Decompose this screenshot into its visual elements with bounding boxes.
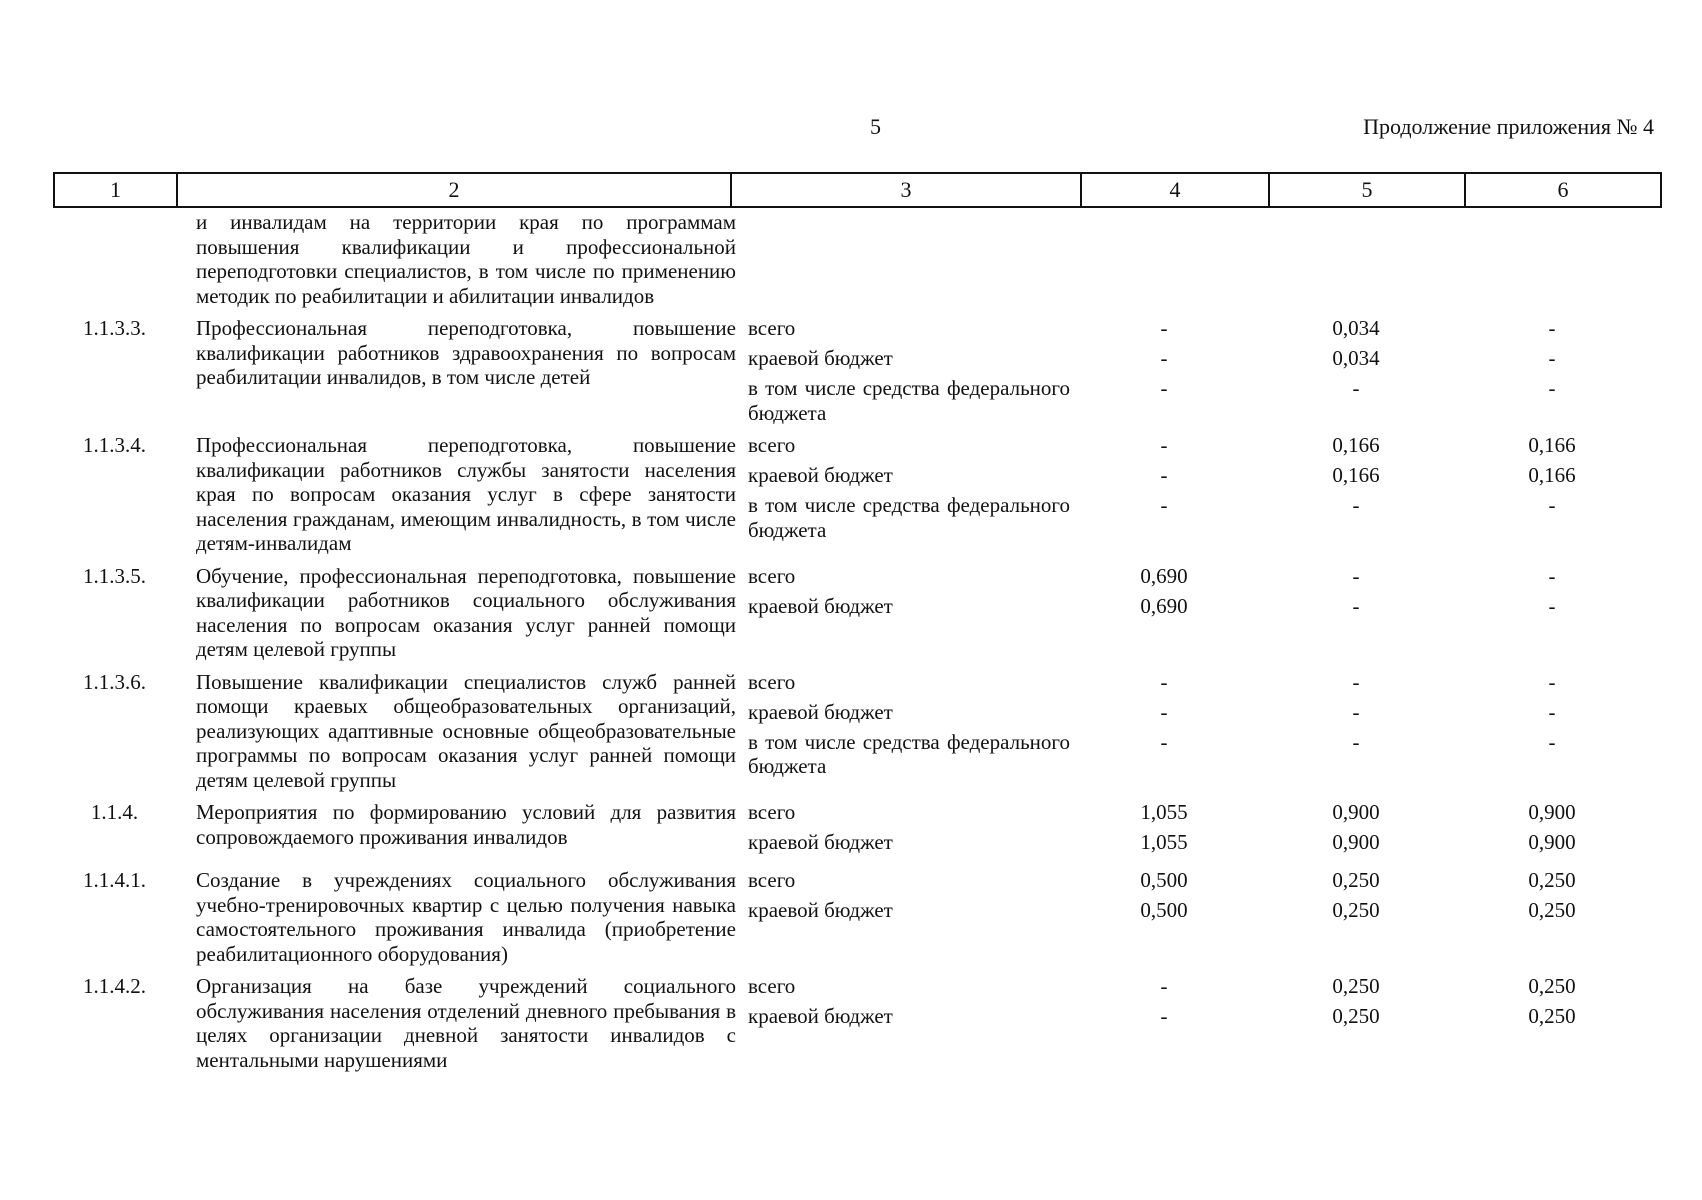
value-col-5: 0,250 <box>1332 1004 1380 1028</box>
table-row <box>53 564 1660 662</box>
funding-lines <box>748 564 1660 662</box>
value-col-5: - <box>1352 669 1360 694</box>
value-col-6: - <box>1548 563 1556 588</box>
table-body <box>53 210 1660 1080</box>
value-col-4: 0,690 <box>1140 563 1188 588</box>
funding-source: краевой бюджет <box>748 830 893 854</box>
value-col-5: 0,166 <box>1332 433 1380 457</box>
value-col-4: - <box>1160 433 1168 457</box>
value-col-5: 0,250 <box>1332 974 1380 998</box>
funding-line <box>748 346 1660 376</box>
funding-source: краевой бюджет <box>748 463 893 487</box>
value-col-5: 0,900 <box>1332 830 1380 854</box>
value-col-6: - <box>1548 593 1556 618</box>
funding-source: всего <box>748 433 796 457</box>
funding-source: краевой бюджет <box>748 699 893 724</box>
row-activity-name: и инвалидам на территории края по программам повышения квалификации и профессиональной переподготовки специалистов, в том числе по применению методик по реабилитации и абилитации инвалидов <box>196 210 736 308</box>
funding-line <box>748 594 1660 624</box>
row-activity-name: Повышение квалификации специалистов служб ранней помощи краевых общеобразовательных организаций, реализующих адаптивные основные общеобразовательные программы по вопросам оказания услуг ранней помощи детям целевой группы <box>196 669 736 792</box>
funding-lines <box>748 670 1660 793</box>
funding-line <box>748 700 1660 730</box>
row-number: 1.1.3.5. <box>83 563 146 588</box>
value-col-6: 0,250 <box>1528 898 1576 922</box>
funding-line <box>748 493 1660 542</box>
appendix-label: Продолжение приложения № 4 <box>1363 114 1654 139</box>
funding-source: в том числе средства федерального бюджета <box>748 376 1070 425</box>
value-col-4: - <box>1160 729 1168 754</box>
funding-line <box>748 463 1660 493</box>
column-header-2: 2 <box>177 173 731 207</box>
table-row <box>53 800 1660 860</box>
value-col-5: 0,034 <box>1332 346 1380 370</box>
value-col-4: - <box>1160 463 1168 487</box>
funding-lines <box>748 974 1660 1072</box>
funding-source: всего <box>748 868 796 892</box>
page-number: 5 <box>870 114 881 139</box>
value-col-4: - <box>1160 346 1168 370</box>
value-col-5: - <box>1352 493 1360 517</box>
value-col-4: 1,055 <box>1140 800 1188 824</box>
row-number: 1.1.4. <box>90 800 139 824</box>
row-activity-name: Создание в учреждениях социального обслуживания учебно-тренировочных квартир с целью получения навыка самостоятельного проживания инвалида (приобретение реабилитационного оборудования) <box>196 868 736 966</box>
funding-source: всего <box>748 800 796 824</box>
value-col-6: - <box>1548 699 1556 724</box>
funding-source: в том числе средства федерального бюджета <box>748 493 1070 542</box>
funding-lines <box>748 868 1660 966</box>
value-col-6: - <box>1548 493 1556 517</box>
row-number: 1.1.3.4. <box>83 433 146 457</box>
funding-line <box>748 974 1660 1004</box>
value-col-5: 0,900 <box>1332 800 1380 824</box>
row-number: 1.1.4.2. <box>83 974 146 998</box>
value-col-4: - <box>1160 316 1168 340</box>
funding-source: всего <box>748 563 796 588</box>
row-activity-name: Профессиональная переподготовка, повышение квалификации работников службы занятости населения края по вопросам оказания услуг в сфере занятости населения гражданам, имеющим инвалидность, в том числе детям-инвалидам <box>196 433 736 555</box>
row-activity-name: Мероприятия по формированию условий для развития сопровождаемого проживания инвалидов <box>196 800 736 849</box>
funding-line <box>748 564 1660 594</box>
value-col-4: - <box>1160 669 1168 694</box>
value-col-4: - <box>1160 974 1168 998</box>
column-header-1: 1 <box>54 173 177 207</box>
row-number: 1.1.3.3. <box>83 316 146 340</box>
value-col-6: 0,250 <box>1528 974 1576 998</box>
value-col-6: - <box>1548 346 1556 370</box>
table-row <box>53 974 1660 1072</box>
value-col-5: - <box>1352 593 1360 618</box>
funding-source: всего <box>748 316 796 340</box>
value-col-4: 0,500 <box>1140 898 1188 922</box>
value-col-6: 0,166 <box>1528 463 1576 487</box>
funding-lines <box>748 316 1660 425</box>
value-col-6: 0,250 <box>1528 1004 1576 1028</box>
value-col-5: - <box>1352 729 1360 754</box>
column-header-5: 5 <box>1269 173 1465 207</box>
value-col-4: 0,690 <box>1140 593 1188 618</box>
funding-line <box>748 316 1660 346</box>
funding-lines <box>748 800 1660 860</box>
funding-line <box>748 670 1660 700</box>
funding-lines <box>748 433 1660 556</box>
funding-line <box>748 730 1660 779</box>
column-header-6: 6 <box>1465 173 1661 207</box>
table-row <box>53 670 1660 793</box>
funding-lines <box>748 210 1660 308</box>
value-col-6: 0,900 <box>1528 800 1576 824</box>
value-col-6: 0,250 <box>1528 868 1576 892</box>
funding-line <box>748 868 1660 898</box>
column-number-header <box>53 172 1662 208</box>
funding-line <box>748 830 1660 860</box>
row-number <box>53 210 176 308</box>
value-col-4: 0,500 <box>1140 868 1188 892</box>
value-col-4: - <box>1160 376 1168 400</box>
value-col-5: - <box>1352 563 1360 588</box>
value-col-6: 0,166 <box>1528 433 1576 457</box>
funding-source: в том числе средства федерального бюджета <box>748 729 1070 778</box>
value-col-6: - <box>1548 669 1556 694</box>
table-row <box>53 433 1660 556</box>
column-header-3: 3 <box>731 173 1081 207</box>
column-header-4: 4 <box>1081 173 1269 207</box>
table-row <box>53 868 1660 966</box>
value-col-5: - <box>1352 376 1360 400</box>
value-col-5: - <box>1352 699 1360 724</box>
funding-source: всего <box>748 669 796 694</box>
funding-line <box>748 1004 1660 1034</box>
row-activity-name: Организация на базе учреждений социального обслуживания населения отделений дневного пребывания в целях организации дневной занятости инвалидов с ментальными нарушениями <box>196 974 736 1072</box>
row-number: 1.1.4.1. <box>83 868 146 892</box>
funding-source: краевой бюджет <box>748 593 893 618</box>
funding-line <box>748 376 1660 425</box>
funding-source: краевой бюджет <box>748 898 893 922</box>
value-col-5: 0,250 <box>1332 868 1380 892</box>
value-col-6: - <box>1548 316 1556 340</box>
table-row <box>53 210 1660 308</box>
value-col-6: - <box>1548 729 1556 754</box>
value-col-4: - <box>1160 699 1168 724</box>
value-col-4: 1,055 <box>1140 830 1188 854</box>
row-activity-name: Обучение, профессиональная переподготовка, повышение квалификации работников социального обслуживания населения по вопросам оказания услуг ранней помощи детям целевой группы <box>196 563 736 661</box>
funding-source: краевой бюджет <box>748 1004 893 1028</box>
table-row <box>53 316 1660 425</box>
value-col-6: 0,900 <box>1528 830 1576 854</box>
value-col-4: - <box>1160 493 1168 517</box>
funding-line <box>748 898 1660 928</box>
funding-line <box>748 800 1660 830</box>
value-col-5: 0,250 <box>1332 898 1380 922</box>
value-col-4: - <box>1160 1004 1168 1028</box>
value-col-5: 0,166 <box>1332 463 1380 487</box>
row-activity-name: Профессиональная переподготовка, повышение квалификации работников здравоохранения по вопросам реабилитации инвалидов, в том числе детей <box>196 316 736 389</box>
value-col-5: 0,034 <box>1332 316 1380 340</box>
funding-line <box>748 433 1660 463</box>
funding-source: всего <box>748 974 796 998</box>
funding-source: краевой бюджет <box>748 346 893 370</box>
value-col-6: - <box>1548 376 1556 400</box>
row-number: 1.1.3.6. <box>83 669 146 694</box>
